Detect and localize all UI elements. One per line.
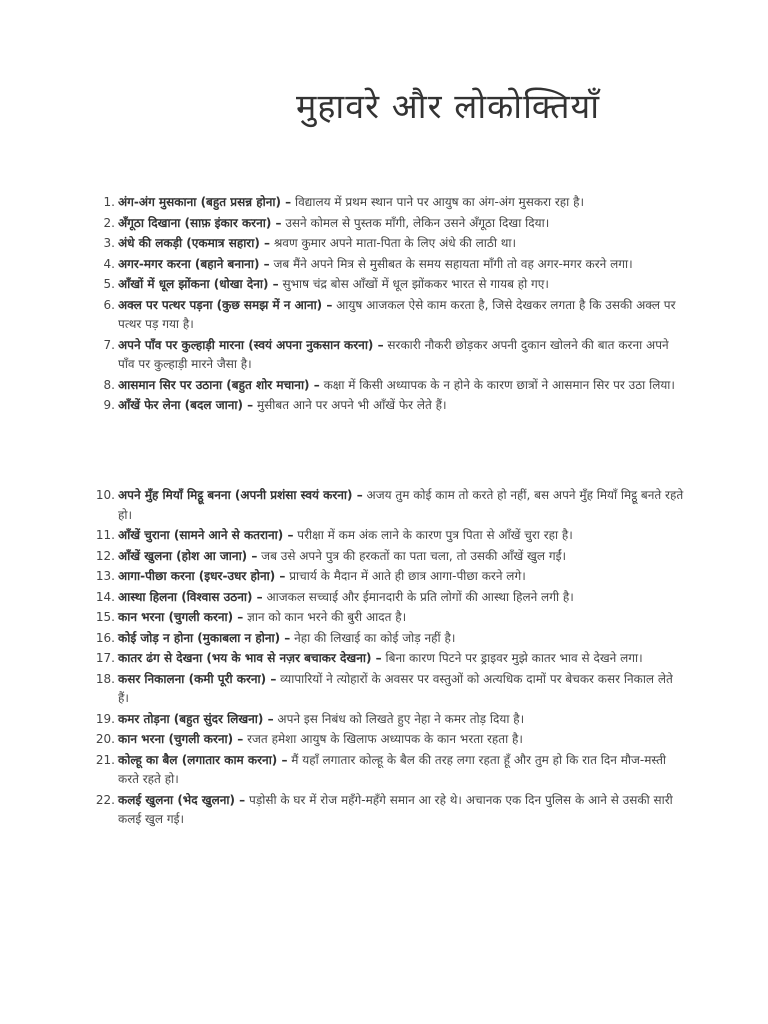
list-item — [84, 567, 684, 587]
list-item — [84, 296, 684, 335]
item-number: 18. — [95, 671, 115, 686]
idiom-heading: कलई खुलना (भेद खुलना) – — [118, 792, 246, 807]
idiom-example: विद्यालय में प्रथम स्थान पाने पर आयुष का अंग-अंग मुसकरा रहा है। — [295, 195, 585, 209]
idiom-heading: अक्ल पर पत्थर पड़ना (कुछ समझ में न आना) – — [118, 297, 333, 312]
idiom-heading: कान भरना (चुगली करना) – — [118, 732, 244, 746]
idiom-heading: आस्था हिलना (विश्वास उठना) – — [118, 589, 263, 604]
list-item — [84, 396, 684, 416]
list-item — [84, 376, 684, 396]
list-item — [84, 730, 684, 750]
list-item — [84, 526, 684, 546]
list-item — [84, 751, 684, 790]
idiom-heading: आँखें चुराना (सामने आने से कतराना) – — [118, 528, 294, 542]
idiom-example: मुसीबत आने पर अपने भी आँखें फेर लेते हैं। — [256, 398, 447, 412]
item-number: 21. — [95, 752, 115, 767]
item-number: 2. — [103, 215, 115, 230]
list-item — [84, 336, 684, 375]
item-number: 15. — [95, 610, 115, 624]
idiom-heading: कमर तोड़ना (बहुत सुंदर लिखना) – — [118, 711, 274, 726]
idiom-example: आजकल सच्चाई और ईमानदारी के प्रति लोगों की आस्था हिलने लगी है। — [266, 589, 574, 604]
item-number: 4. — [103, 256, 115, 271]
idiom-heading: आसमान सिर पर उठाना (बहुत शोर मचाना) – — [118, 377, 320, 392]
item-number: 20. — [95, 732, 115, 746]
item-number: 13. — [95, 569, 115, 583]
item-number: 14. — [95, 589, 115, 604]
idiom-heading: कसर निकालना (कमी पूरी करना) – — [118, 671, 277, 686]
idiom-heading: कान भरना (चुगली करना) – — [118, 610, 244, 624]
item-number: 3. — [103, 236, 115, 250]
idiom-example: ज्ञान को कान भरने की बुरी आदत है। — [247, 610, 407, 624]
idiom-example: बिना कारण पिटने पर ड्राइवर मुझे कातर भाव से देखने लगा। — [385, 651, 643, 665]
list-item — [84, 193, 684, 213]
idiom-example: जब उसे अपने पुत्र की हरकतों का पता चला, तो उसकी आँखें खुल गईं। — [261, 548, 567, 563]
idioms-list-part-2 — [84, 486, 684, 831]
idiom-example: परीक्षा में कम अंक लाने के कारण पुत्र पिता से आँखें चुरा रहा है। — [297, 528, 573, 542]
idiom-heading: आगा-पीछा करना (इधर-उधर होना) – — [118, 569, 286, 583]
item-number: 1. — [103, 195, 115, 209]
item-number: 9. — [103, 398, 115, 412]
list-item — [84, 588, 684, 608]
idiom-example: अपने इस निबंध को लिखते हुए नेहा ने कमर तोड़ दिया है। — [277, 711, 525, 726]
idiom-heading: आँखें खुलना (होश आ जाना) – — [118, 548, 258, 563]
item-number: 16. — [95, 630, 115, 645]
idiom-heading: कातर ढंग से देखना (भय के भाव से नज़र बचाकर देखना) – — [118, 651, 382, 665]
idiom-heading: अंधे की लकड़ी (एकमात्र सहारा) – — [118, 236, 270, 250]
idiom-example: रजत हमेशा आयुष के खिलाफ अध्यापक के कान भरता रहता है। — [247, 732, 523, 746]
list-item — [84, 255, 684, 275]
idiom-heading: अगर-मगर करना (बहाने बनाना) – — [118, 256, 270, 271]
list-item — [84, 670, 684, 709]
idiom-heading: अंग-अंग मुसकाना (बहुत प्रसन्न होना) – — [118, 195, 292, 209]
item-number: 7. — [103, 337, 115, 352]
item-number: 12. — [95, 548, 115, 563]
idiom-heading: अपने मुँह मियाँ मिट्ठू बनना (अपनी प्रशंसा स्वयं करना) – — [118, 488, 363, 502]
list-item — [84, 486, 684, 525]
page-title: मुहावरे और लोकोक्तियाँ — [296, 87, 601, 127]
idiom-example: प्राचार्य के मैदान में आते ही छात्र आगा-पीछा करने लगे। — [289, 569, 526, 583]
item-number: 10. — [95, 488, 115, 502]
idiom-example: नेहा की लिखाई का कोई जोड़ नहीं है। — [294, 630, 456, 645]
idiom-example: सुभाष चंद्र बोस आँखों में धूल झोंककर भारत से गायब हो गए। — [282, 277, 549, 291]
idiom-example: आयुष आजकल ऐसे काम करता है, जिसे देखकर लगता है कि उसकी अक्ल पर पत्थर पड़ गया है। — [118, 297, 676, 331]
idiom-heading: अपने पाँव पर कुल्हाड़ी मारना (स्वयं अपना नुकसान करना) – — [118, 337, 384, 352]
list-item — [84, 608, 684, 628]
item-number: 17. — [95, 651, 115, 665]
item-number: 6. — [103, 297, 115, 312]
list-item — [84, 214, 684, 234]
idiom-example: कक्षा में किसी अध्यापक के न होने के कारण छात्रों ने आसमान सिर पर उठा लिया। — [323, 377, 675, 392]
idiom-example: सरकारी नौकरी छोड़कर अपनी दुकान खोलने की बात करना अपने पाँव पर कुल्हाड़ी मारने जैसा है। — [118, 337, 669, 371]
item-number: 22. — [95, 792, 115, 807]
idiom-example: अजय तुम कोई काम तो करते हो नहीं, बस अपने मुँह मियाँ मिट्ठू बनते रहते हो। — [118, 488, 684, 522]
list-item — [84, 275, 684, 295]
idiom-heading: कोल्हू का बैल (लगातार काम करना) – — [118, 752, 288, 767]
item-number: 8. — [103, 377, 115, 392]
list-item — [84, 629, 684, 649]
idiom-example: जब मैंने अपने मित्र से मुसीबत के समय सहायता माँगी तो वह अगर-मगर करने लगा। — [273, 256, 633, 271]
idiom-example: मैं यहाँ लगातार कोल्हू के बैल की तरह लगा रहता हूँ और तुम हो कि रात दिन मौज-मस्ती करते रहते हो। — [118, 752, 667, 786]
idiom-heading: आँखों में धूल झोंकना (धोखा देना) – — [118, 277, 279, 291]
list-item — [84, 547, 684, 567]
item-number: 11. — [95, 528, 115, 542]
list-item — [84, 791, 684, 830]
idiom-example: पड़ोसी के घर में रोज महँगे-महँगे समान आ रहे थे। अचानक एक दिन पुलिस के आने से उसकी सारी कलई खुल गई। — [118, 792, 673, 826]
idiom-heading: आँखें फेर लेना (बदल जाना) – — [118, 398, 254, 412]
list-item — [84, 649, 684, 669]
idiom-example: व्यापारियों ने त्योहारों के अवसर पर वस्तुओं को अत्यधिक दामों पर बेचकर कसर निकाल लेते हैं। — [118, 671, 673, 705]
idiom-example: उसने कोमल से पुस्तक माँगी, लेकिन उसने अँगूठा दिखा दिया। — [285, 215, 550, 230]
idiom-heading: कोई जोड़ न होना (मुकाबला न होना) – — [118, 630, 291, 645]
list-item — [84, 234, 684, 254]
idioms-list-part-1 — [84, 193, 684, 417]
item-number: 19. — [95, 711, 115, 726]
idiom-example: श्रवण कुमार अपने माता-पिता के लिए अंधे की लाठी था। — [273, 236, 517, 250]
list-item — [84, 710, 684, 730]
idiom-heading: अँगूठा दिखाना (साफ़ इंकार करना) – — [118, 215, 282, 230]
item-number: 5. — [103, 277, 115, 291]
